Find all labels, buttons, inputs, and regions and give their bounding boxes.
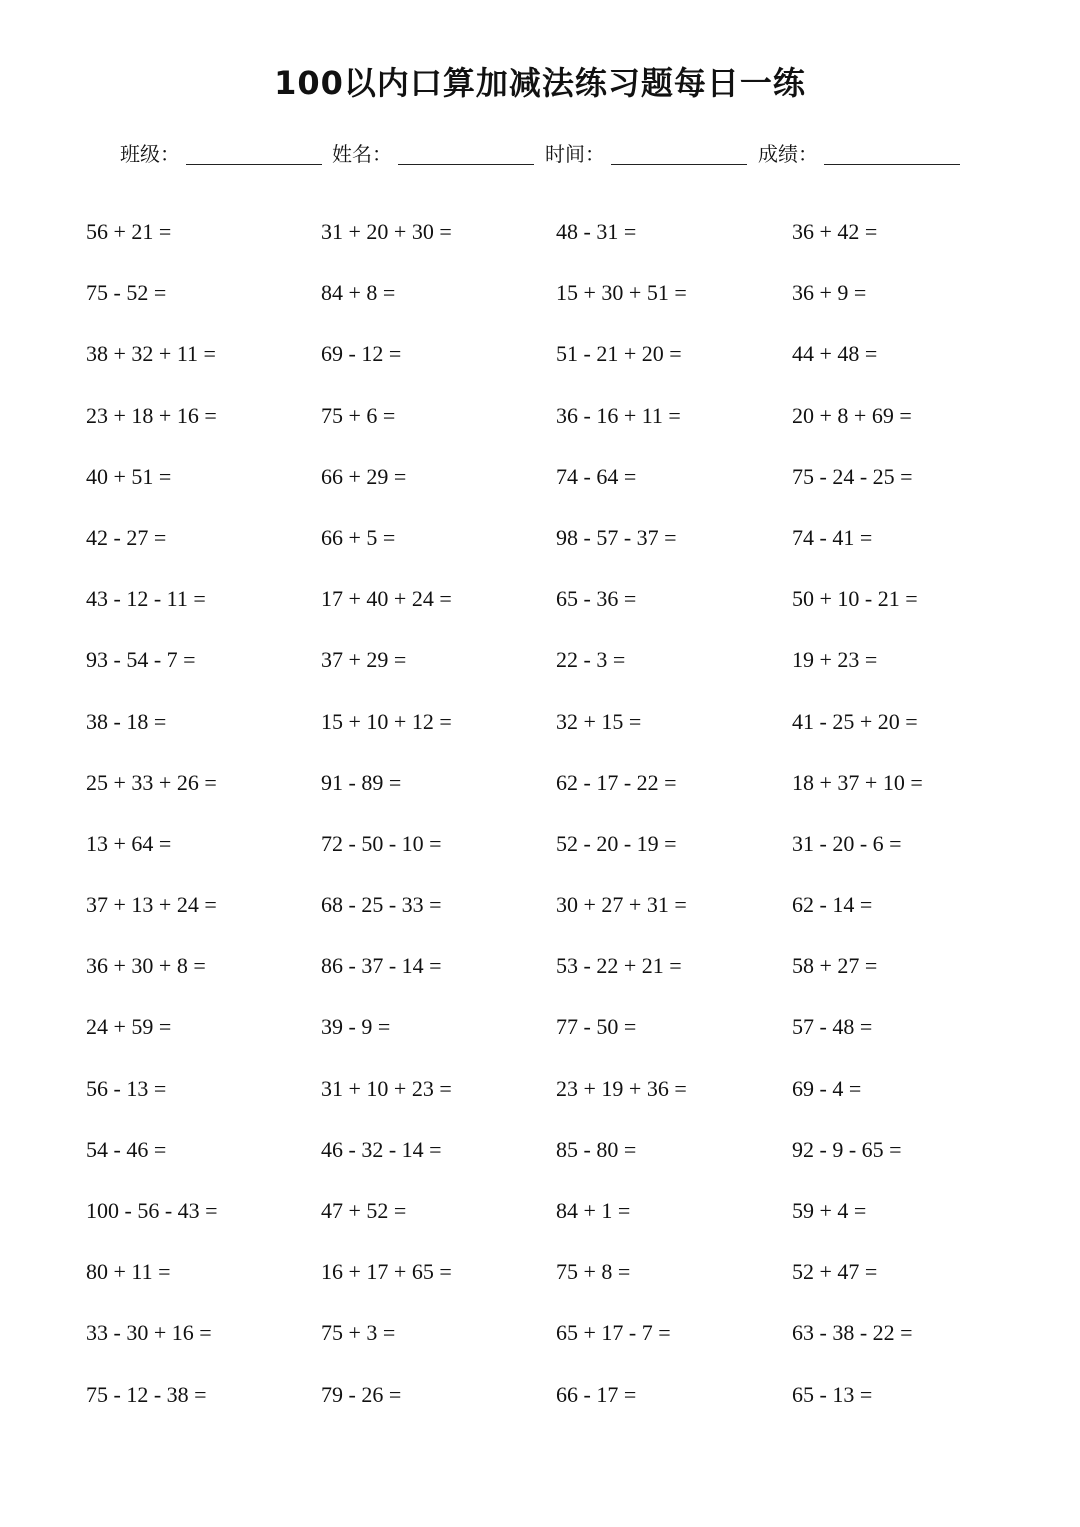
math-problem: 56 + 21 =	[86, 219, 172, 244]
problem-row	[86, 1069, 1046, 1130]
math-problem: 31 + 20 + 30 =	[321, 219, 452, 244]
problem-row	[86, 1252, 1046, 1313]
time-label: 时间：	[545, 142, 605, 166]
math-problem: 62 - 17 - 22 =	[556, 769, 677, 795]
math-problem: 80 + 11 =	[86, 1259, 171, 1285]
math-problem: 69 - 12 =	[321, 341, 402, 367]
name-blank-line[interactable]	[398, 164, 534, 165]
problem-row	[86, 885, 1046, 946]
math-problem: 30 + 27 + 31 =	[556, 892, 687, 918]
math-problem: 38 - 18 =	[86, 708, 167, 734]
math-problem: 44 + 48 =	[792, 341, 878, 367]
math-problem: 18 + 37 + 10 =	[792, 769, 923, 795]
math-problem: 72 - 50 - 10 =	[321, 830, 442, 856]
math-problem: 40 + 51 =	[86, 463, 172, 489]
problem-row	[86, 273, 1046, 334]
math-problem: 19 + 23 =	[792, 647, 878, 673]
math-problem: 47 + 52 =	[321, 1198, 407, 1223]
score-blank-line[interactable]	[824, 164, 960, 165]
math-problem: 33 - 30 + 16 =	[86, 1320, 212, 1346]
math-problem: 36 + 9 =	[792, 280, 867, 306]
math-problem: 75 - 52 =	[86, 280, 167, 306]
math-problem: 75 + 6 =	[321, 402, 396, 428]
problem-row	[86, 1191, 1046, 1252]
math-problem: 50 + 10 - 21 =	[792, 586, 918, 612]
math-problem: 59 + 4 =	[792, 1198, 867, 1223]
problem-row	[86, 640, 1046, 701]
math-problem: 52 + 47 =	[792, 1259, 878, 1285]
math-problem: 91 - 89 =	[321, 769, 402, 795]
math-problem: 65 - 13 =	[792, 1381, 873, 1407]
problem-row	[86, 457, 1046, 518]
problem-row	[86, 702, 1046, 763]
problem-row	[86, 946, 1046, 1007]
problem-row	[86, 1007, 1046, 1068]
math-problem: 13 + 64 =	[86, 830, 172, 856]
math-problem: 56 - 13 =	[86, 1075, 167, 1101]
math-problem: 92 - 9 - 65 =	[792, 1136, 902, 1162]
math-problem: 65 - 36 =	[556, 586, 637, 612]
math-problem: 31 - 20 - 6 =	[792, 830, 902, 856]
problem-row	[86, 396, 1046, 457]
math-problem: 48 - 31 =	[556, 219, 637, 244]
math-problem: 74 - 41 =	[792, 524, 873, 550]
problem-grid	[86, 212, 1046, 1436]
problem-row	[86, 1313, 1046, 1374]
math-problem: 15 + 30 + 51 =	[556, 280, 687, 306]
math-problem: 41 - 25 + 20 =	[792, 708, 918, 734]
student-info-row	[0, 134, 1080, 174]
math-problem: 66 + 29 =	[321, 463, 407, 489]
class-label: 班级：	[120, 142, 180, 166]
math-problem: 20 + 8 + 69 =	[792, 402, 912, 428]
time-blank-line[interactable]	[611, 164, 747, 165]
math-problem: 23 + 19 + 36 =	[556, 1075, 687, 1101]
math-problem: 77 - 50 =	[556, 1014, 637, 1040]
math-problem: 66 + 5 =	[321, 524, 396, 550]
name-label: 姓名：	[332, 142, 392, 166]
math-problem: 54 - 46 =	[86, 1136, 167, 1162]
math-problem: 22 - 3 =	[556, 647, 626, 673]
math-problem: 15 + 10 + 12 =	[321, 708, 452, 734]
math-problem: 46 - 32 - 14 =	[321, 1136, 442, 1162]
math-problem: 31 + 10 + 23 =	[321, 1075, 452, 1101]
math-problem: 51 - 21 + 20 =	[556, 341, 682, 367]
math-problem: 36 - 16 + 11 =	[556, 402, 681, 428]
math-problem: 52 - 20 - 19 =	[556, 830, 677, 856]
math-problem: 93 - 54 - 7 =	[86, 647, 196, 673]
math-problem: 53 - 22 + 21 =	[556, 953, 682, 979]
math-problem: 79 - 26 =	[321, 1381, 402, 1407]
math-problem: 36 + 30 + 8 =	[86, 953, 206, 979]
problem-row	[86, 334, 1046, 395]
math-problem: 24 + 59 =	[86, 1014, 172, 1040]
math-problem: 36 + 42 =	[792, 219, 878, 244]
math-problem: 37 + 29 =	[321, 647, 407, 673]
math-problem: 63 - 38 - 22 =	[792, 1320, 913, 1346]
math-problem: 75 - 12 - 38 =	[86, 1381, 207, 1407]
page-title: 100以内口算加减法练习题每日一练	[274, 64, 806, 102]
math-problem: 100 - 56 - 43 =	[86, 1198, 218, 1223]
score-label: 成绩：	[758, 142, 818, 166]
problem-row	[86, 824, 1046, 885]
math-problem: 57 - 48 =	[792, 1014, 873, 1040]
math-problem: 16 + 17 + 65 =	[321, 1259, 452, 1285]
math-problem: 43 - 12 - 11 =	[86, 586, 206, 612]
math-problem: 98 - 57 - 37 =	[556, 524, 677, 550]
problem-row	[86, 212, 1046, 273]
problem-row	[86, 518, 1046, 579]
math-problem: 65 + 17 - 7 =	[556, 1320, 671, 1346]
problem-row	[86, 1130, 1046, 1191]
math-problem: 32 + 15 =	[556, 708, 642, 734]
math-problem: 23 + 18 + 16 =	[86, 402, 217, 428]
math-problem: 69 - 4 =	[792, 1075, 862, 1101]
math-problem: 84 + 8 =	[321, 280, 396, 306]
math-problem: 68 - 25 - 33 =	[321, 892, 442, 918]
math-problem: 38 + 32 + 11 =	[86, 341, 216, 367]
problem-row	[86, 763, 1046, 824]
math-problem: 75 + 8 =	[556, 1259, 631, 1285]
math-problem: 37 + 13 + 24 =	[86, 892, 217, 918]
math-problem: 62 - 14 =	[792, 892, 873, 918]
problem-row	[86, 1375, 1046, 1436]
math-problem: 58 + 27 =	[792, 953, 878, 979]
math-problem: 74 - 64 =	[556, 463, 637, 489]
math-problem: 42 - 27 =	[86, 524, 167, 550]
math-problem: 66 - 17 =	[556, 1381, 637, 1407]
problem-row	[86, 579, 1046, 640]
math-problem: 86 - 37 - 14 =	[321, 953, 442, 979]
math-problem: 84 + 1 =	[556, 1198, 631, 1223]
math-problem: 25 + 33 + 26 =	[86, 769, 217, 795]
math-problem: 17 + 40 + 24 =	[321, 586, 452, 612]
math-problem: 75 - 24 - 25 =	[792, 463, 913, 489]
math-problem: 39 - 9 =	[321, 1014, 391, 1040]
class-blank-line[interactable]	[186, 164, 322, 165]
math-problem: 75 + 3 =	[321, 1320, 396, 1346]
math-problem: 85 - 80 =	[556, 1136, 637, 1162]
